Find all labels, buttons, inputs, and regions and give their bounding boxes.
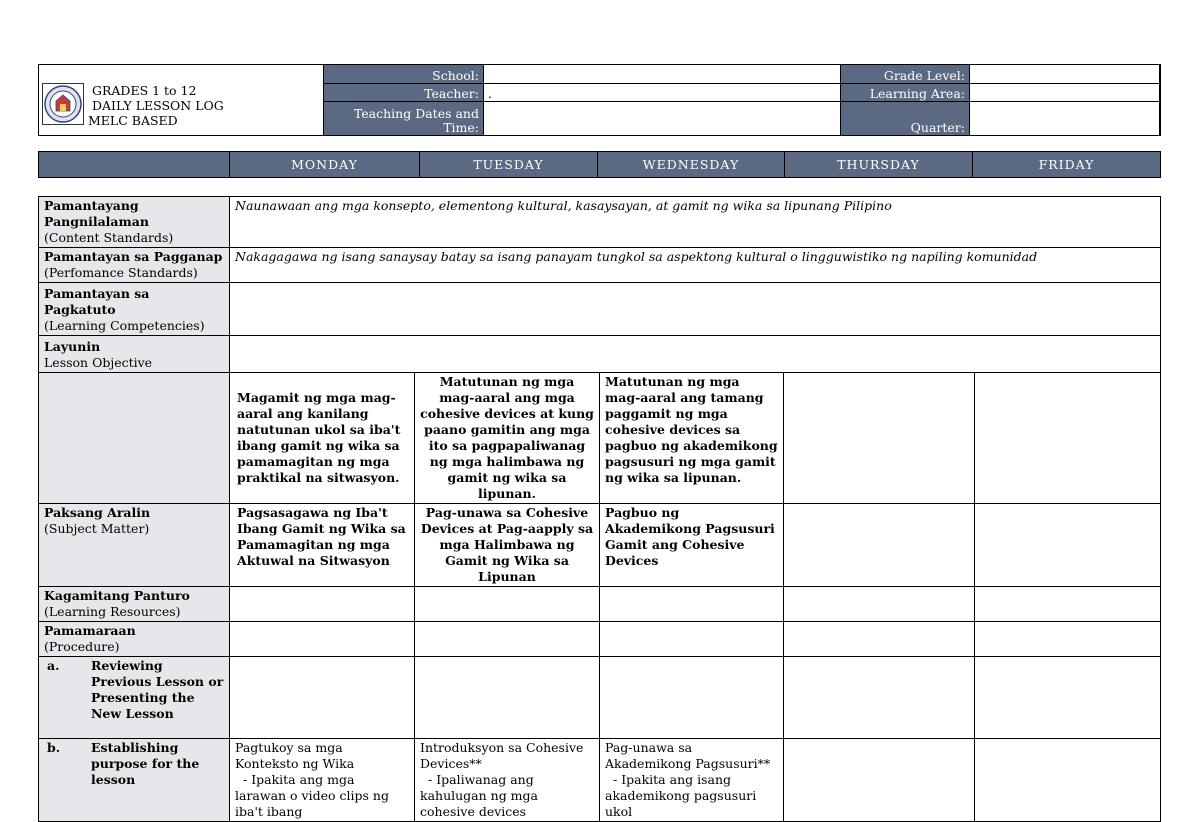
table-row (39, 283, 1161, 336)
label-sub: (Procedure) (44, 639, 120, 654)
teaching-dates-field[interactable] (484, 101, 841, 136)
day-tuesday: TUESDAY (420, 152, 598, 178)
subject-monday: Pagsasagawa ng Iba't Ibang Gamit ng Wika sa Pamamagitan ng mga Aktuwal na Sitwasyon (230, 504, 415, 587)
deped-seal-icon (42, 83, 84, 125)
quarter-label: Quarter: (841, 101, 970, 136)
teacher-field[interactable]: . (484, 84, 841, 101)
table-row (39, 622, 1161, 657)
grade-level-field[interactable] (970, 65, 1161, 84)
quarter-field[interactable] (970, 101, 1161, 136)
objective-tuesday: Matutunan ng mga mag-aaral ang mga cohesive devices at kung paano gamitin ang mga ito sa pagpapaliwanag ng mga halimbawa ng gamit ng wika sa lipunan. (415, 373, 600, 504)
resources-friday (975, 587, 1161, 622)
school-field[interactable] (484, 65, 841, 84)
objective-thursday (784, 373, 975, 504)
teacher-label: Teacher: (324, 84, 484, 101)
establishing-thursday (784, 739, 975, 822)
content-standards-text: Naunawaan ang mga konsepto, elementong kultural, kasaysayan, at gamit ng wika sa lipunang Pilipino (230, 197, 1161, 248)
resources-thursday (784, 587, 975, 622)
competencies-cell (230, 283, 1161, 336)
table-row (39, 504, 1161, 587)
procedure-wednesday (600, 622, 784, 657)
school-label: School: (324, 65, 484, 84)
resources-monday (230, 587, 415, 622)
list-marker: a. (47, 658, 60, 673)
establishing-monday (230, 739, 415, 822)
performance-standards-text: Nakagagawa ng isang sanaysay batay sa isang panayam tungkol sa aspektong kultural o lingguwistiko ng napiling komunidad (230, 248, 1161, 283)
subject-matter-label (39, 504, 230, 587)
table-row (39, 587, 1161, 622)
table-row (39, 336, 1161, 373)
cell-title: Pag-unawa sa Akademikong Pagsusuri** (605, 740, 771, 771)
table-row (39, 373, 1161, 504)
reviewing-tuesday (415, 657, 600, 739)
label-main: Layunin (44, 339, 101, 354)
resources-tuesday (415, 587, 600, 622)
objective-monday: Magamit ng mga mag-aaral ang kanilang natutunan ukol sa iba't ibang gamit ng wika sa pamamagitan ng mga praktikal na sitwasyon. (230, 373, 415, 504)
label-main: Reviewing Previous Lesson or Presenting the New Lesson (91, 658, 224, 721)
label-sub: (Subject Matter) (44, 521, 150, 536)
table-row (39, 739, 1161, 822)
objective-friday (975, 373, 1161, 504)
day-thursday: THURSDAY (785, 152, 973, 178)
establishing-wednesday (600, 739, 784, 822)
cell-title: Introduksyon sa Cohesive Devices** (420, 740, 584, 771)
establishing-tuesday (415, 739, 600, 822)
learning-area-field[interactable] (970, 84, 1161, 101)
competencies-label (39, 283, 230, 336)
label-main: Establishing purpose for the lesson (91, 740, 200, 787)
days-header-blank (39, 152, 230, 178)
subject-tuesday: Pag-unawa sa Cohesive Devices at Pag-aapply sa mga Halimbawa ng Gamit ng Wika sa Lipunan (415, 504, 600, 587)
procedure-thursday (784, 622, 975, 657)
procedure-tuesday (415, 622, 600, 657)
procedure-label (39, 622, 230, 657)
procedure-monday (230, 622, 415, 657)
subject-friday (975, 504, 1161, 587)
content-standards-label (39, 197, 230, 248)
label-sub: (Perfomance Standards) (44, 265, 198, 280)
establishing-label (39, 739, 230, 822)
day-monday: MONDAY (230, 152, 420, 178)
label-main: Paksang Aralin (44, 505, 151, 520)
resources-label (39, 587, 230, 622)
table-row (39, 197, 1161, 248)
performance-standards-label (39, 248, 230, 283)
label-main: Pamamaraan (44, 623, 136, 638)
procedure-friday (975, 622, 1161, 657)
title-block (90, 83, 224, 128)
reviewing-thursday (784, 657, 975, 739)
day-wednesday: WEDNESDAY (598, 152, 785, 178)
cell-body: - Ipaliwanag ang kahulugan ng mga cohesive devices (420, 772, 538, 819)
day-friday: FRIDAY (973, 152, 1161, 178)
label-main: Pamantayan sa Pagganap (44, 249, 223, 264)
cell-title: Pagtukoy sa mga Konteksto ng Wika (235, 740, 355, 771)
table-row (39, 248, 1161, 283)
list-marker: b. (47, 740, 61, 755)
title-line-1: GRADES 1 to 12 (92, 83, 197, 98)
table-row (39, 657, 1161, 739)
label-main: Pamantayang Pangnilalaman (44, 198, 149, 229)
days-header (38, 151, 1161, 178)
label-main: Kagamitang Panturo (44, 588, 190, 603)
reviewing-monday (230, 657, 415, 739)
label-main: Pamantayan sa Pagkatuto (44, 286, 150, 317)
cell-body: - Ipakita ang isang akademikong pagsusuri ukol (605, 772, 757, 819)
cell-body: - Ipakita ang mga larawan o video clips ng iba't ibang (235, 772, 389, 819)
label-sub: (Content Standards) (44, 230, 174, 245)
label-sub: (Learning Resources) (44, 604, 181, 619)
title-line-2: DAILY LESSON LOG (92, 98, 224, 113)
objective-label (39, 336, 230, 373)
label-sub: Lesson Objective (44, 355, 153, 370)
subject-wednesday: Pagbuo ng Akademikong Pagsusuri Gamit ang Cohesive Devices (600, 504, 784, 587)
learning-area-label: Learning Area: (841, 84, 970, 101)
resources-wednesday (600, 587, 784, 622)
info-table (323, 64, 1161, 136)
lesson-table (38, 196, 1161, 822)
reviewing-wednesday (600, 657, 784, 739)
objective-span-cell (230, 336, 1161, 373)
objective-wednesday: Matutunan ng mga mag-aaral ang tamang paggamit ng mga cohesive devices sa pagbuo ng akademikong pagsusuri ng mga gamit ng wika sa lipunan. (600, 373, 784, 504)
grade-level-label: Grade Level: (841, 65, 970, 84)
establishing-friday (975, 739, 1161, 822)
reviewing-label (39, 657, 230, 739)
subject-thursday (784, 504, 975, 587)
objective-label-blank (39, 373, 230, 504)
teaching-dates-label: Teaching Dates and Time: (324, 101, 484, 136)
title-line-3: MELC BASED (88, 113, 178, 128)
reviewing-friday (975, 657, 1161, 739)
label-sub: (Learning Competencies) (44, 318, 205, 333)
